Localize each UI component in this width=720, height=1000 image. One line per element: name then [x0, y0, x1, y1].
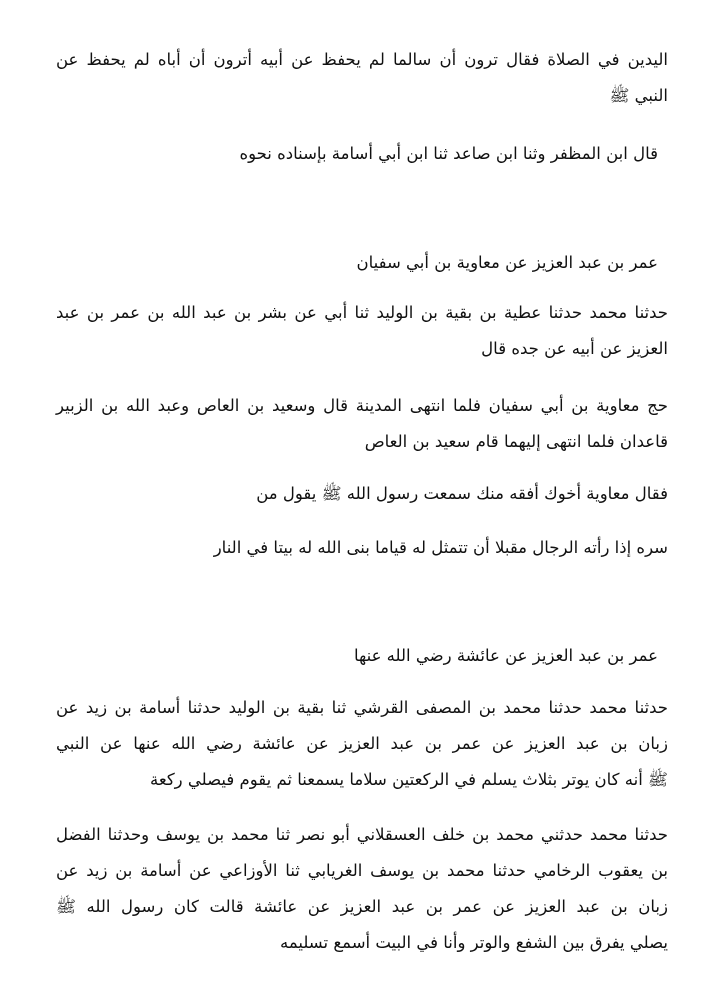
text-line: حدثنا محمد حدثنا عطية بن بقية بن الوليد ثنا أبي عن بشر بن عبد الله بن عمر بن عبد — [56, 303, 668, 322]
text-line: اليدين في الصلاة فقال ترون أن سالما لم يحفظ عن أبيه أترون أن أباه لم يحفظ عن — [56, 50, 668, 69]
paragraph-2 — [46, 136, 658, 172]
paragraph-9 — [56, 690, 668, 798]
text-line: ﷺ أنه كان يوتر بثلاث يسلم في الركعتين سلاما يسمعنا ثم يقوم فيصلي ركعة — [150, 770, 668, 789]
text-line: عمر بن عبد العزيز عن معاوية بن أبي سفيان — [356, 253, 658, 272]
text-line: زبان بن عبد العزيز عن عمر بن عبد العزيز عن عائشة قالت كان رسول الله ﷺ — [56, 897, 668, 916]
text-line: سره إذا رأته الرجال مقبلا أن تتمثل له قياما بنى الله له بيتا في النار — [213, 538, 668, 557]
section-heading-muawiya — [46, 245, 658, 281]
paragraph-4 — [56, 295, 668, 367]
text-line: قال ابن المظفر وثنا ابن صاعد ثنا ابن أبي أسامة بإسناده نحوه — [239, 144, 658, 163]
text-line: النبي ﷺ — [609, 86, 668, 105]
text-line: فقال معاوية أخوك أفقه منك سمعت رسول الله ﷺ يقول من — [256, 484, 668, 503]
paragraph-10 — [56, 817, 668, 961]
text-line: حج معاوية بن أبي سفيان فلما انتهى المدينة قال وسعيد بن العاص وعبد الله بن الزبير — [56, 396, 668, 415]
text-line: حدثنا محمد حدثنا محمد بن المصفى القرشي ثنا بقية بن الوليد حدثنا أسامة بن زيد عن — [56, 698, 668, 717]
paragraph-1 — [56, 42, 668, 114]
text-line: يصلي يفرق بين الشفع والوتر وأنا في البيت أسمع تسليمه — [279, 933, 668, 952]
text-line: عمر بن عبد العزيز عن عائشة رضي الله عنها — [353, 646, 658, 665]
text-line: حدثنا محمد حدثني محمد بن خلف العسقلاني أبو نصر ثنا محمد بن يوسف وحدثنا الفضل — [56, 825, 668, 844]
text-line: العزيز عن أبيه عن جده قال — [481, 339, 668, 358]
paragraph-5 — [56, 388, 668, 460]
text-line: قاعدان فلما انتهى إليهما قام سعيد بن العاص — [364, 432, 668, 451]
paragraph-7 — [56, 530, 668, 566]
text-line: زبان بن عبد العزيز عن عمر بن عبد العزيز عن عائشة رضي الله عنها عن النبي — [56, 734, 668, 753]
text-line: بن يعقوب الرخامي حدثنا محمد بن يوسف الغريابي ثنا الأوزاعي عن أسامة بن زيد عن — [56, 861, 668, 880]
section-heading-aisha — [46, 638, 658, 674]
paragraph-6 — [56, 476, 668, 512]
